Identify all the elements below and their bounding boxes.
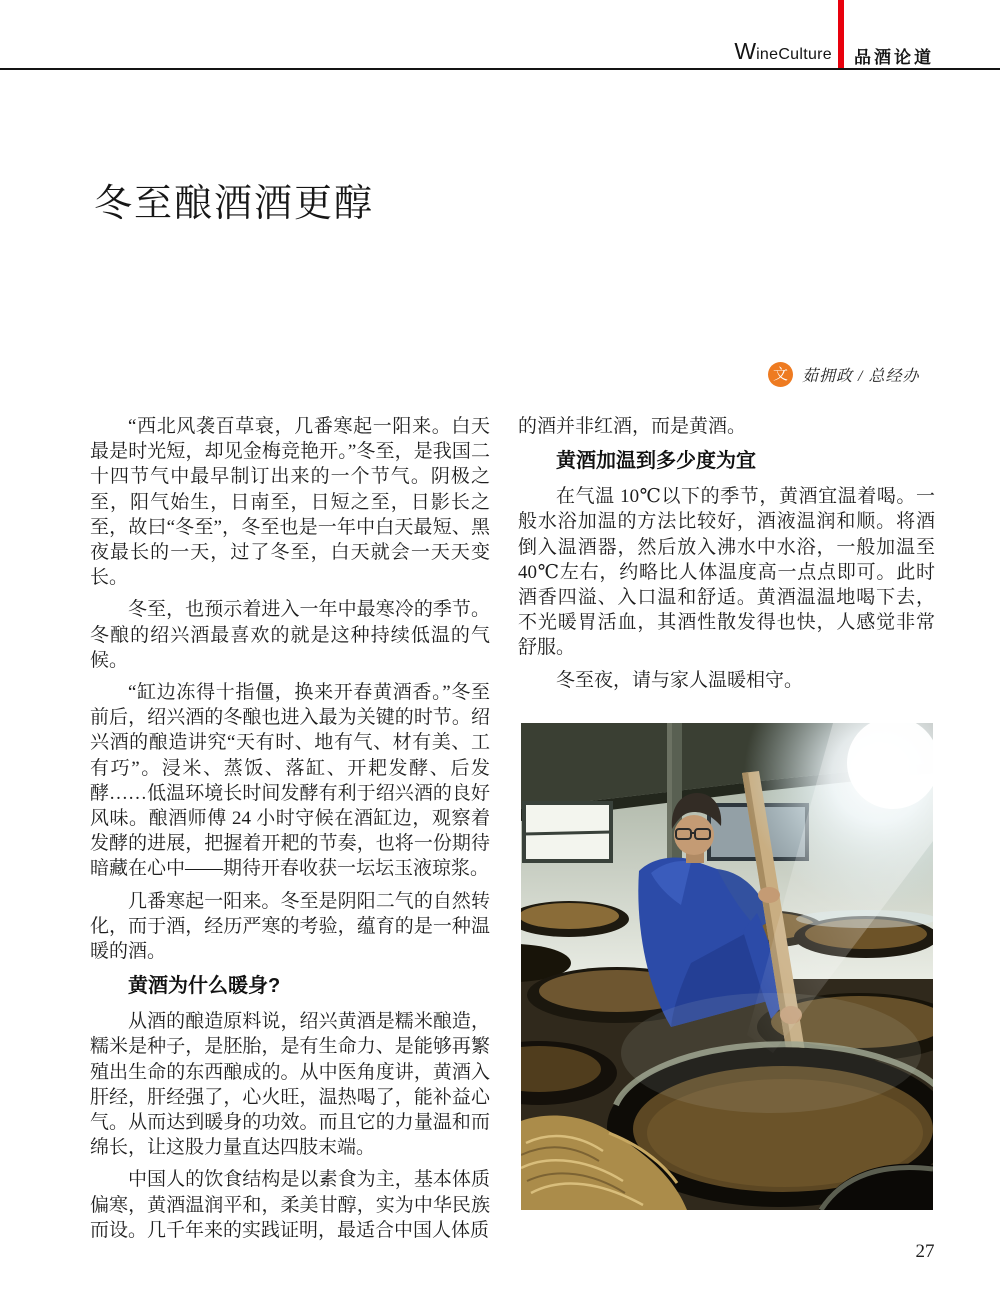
byline — [768, 362, 919, 387]
author-name: 茹拥政 / 总经办 — [802, 368, 920, 385]
paragraph: 冬至，也预示着进入一年中最寒冷的季节。冬酿的绍兴酒最喜欢的就是这种持续低温的气候。 — [90, 599, 490, 671]
paragraph: 几番寒起一阳来。冬至是阴阳二气的自然转化，而于酒，经历严寒的考验，蕴育的是一种温暖的酒。 — [90, 890, 490, 963]
brand-rest: ineCulture — [756, 46, 832, 63]
article-title: 冬至酿酒酒更醇 — [94, 183, 375, 225]
paragraph: “缸边冻得十指僵，换来开春黄酒香。”冬至前后，绍兴酒的冬酿也进入最为关键的时节。绍兴酒的酿造讲究“天有时、地有气、材有美、工有巧”。浸米、蒸饭、落缸、开耙发酵、后发酵……低温环境长时间发酵有利于绍兴酒的良好风味。酿酒师傅 24 小时守候在酒缸边，观察着发酵的进展，把握着开耙的节奏，也将一份期待暗藏在心中——期待开春收获一坛坛玉液琼浆。 — [90, 682, 490, 880]
page-number: 27 — [915, 1241, 935, 1262]
subheading-why-warming: 黄酒为什么暖身? — [128, 975, 281, 998]
author-icon: 文 — [768, 362, 793, 387]
paragraph: 的酒并非红酒，而是黄酒。 — [518, 416, 747, 437]
paragraph: 冬至夜，请与家人温暖相守。 — [556, 669, 804, 691]
section-label: 品酒论道 — [854, 48, 934, 67]
right-column — [518, 414, 935, 700]
brand-wineculture — [600, 40, 832, 66]
paragraph: 从酒的酿造原料说，绍兴黄酒是糯米酿造，糯米是种子，是胚胎，是有生命力、是能够再繁殖出生命的东西酿成的。从中医角度讲，黄酒入肝经，肝经强了，心火旺，温热喝了，能补益心气。从而达到暖身的功效。而且它的力量温和而绵长，让这股力量直达四肢末端。 — [90, 1011, 490, 1159]
paragraph: 在气温 10℃以下的季节，黄酒宜温着喝。一般水浴加温的方法比较好，酒液温润和顺。将酒倒入温酒器，然后放入沸水中水浴，一般加温至40℃左右，约略比人体温度高一点点即可。此时酒香四溢、入口温和舒适。黄酒温温地喝下去，不光暖胃活血，其酒性散发得也快，人感觉非常舒服。 — [518, 486, 935, 659]
paragraph: “西北风袭百草衰，几番寒起一阳来。白天最是时光短，却见金梅竞艳开。”冬至，是我国二十四节气中最早制订出来的一个节气。阴极之至，阳气始生，日南至，日短之至，日影长之至，故曰“冬至”，冬至也是一年中白天最短、黑夜最长的一天，过了冬至，白天就会一天天变长。 — [90, 416, 490, 589]
paragraph: 中国人的饮食结构是以素食为主，基本体质偏寒，黄酒温润平和，柔美甘醇，实为中华民族而设。几千年来的实践证明，最适合中国人体质 — [90, 1169, 490, 1241]
left-column — [90, 414, 490, 1250]
brand-initial: W — [734, 38, 757, 64]
brewing-photo — [521, 723, 933, 1210]
subheading-warming-temperature: 黄酒加温到多少度为宜 — [556, 450, 756, 473]
red-accent-bar — [838, 0, 844, 70]
header-rule — [0, 68, 1000, 70]
